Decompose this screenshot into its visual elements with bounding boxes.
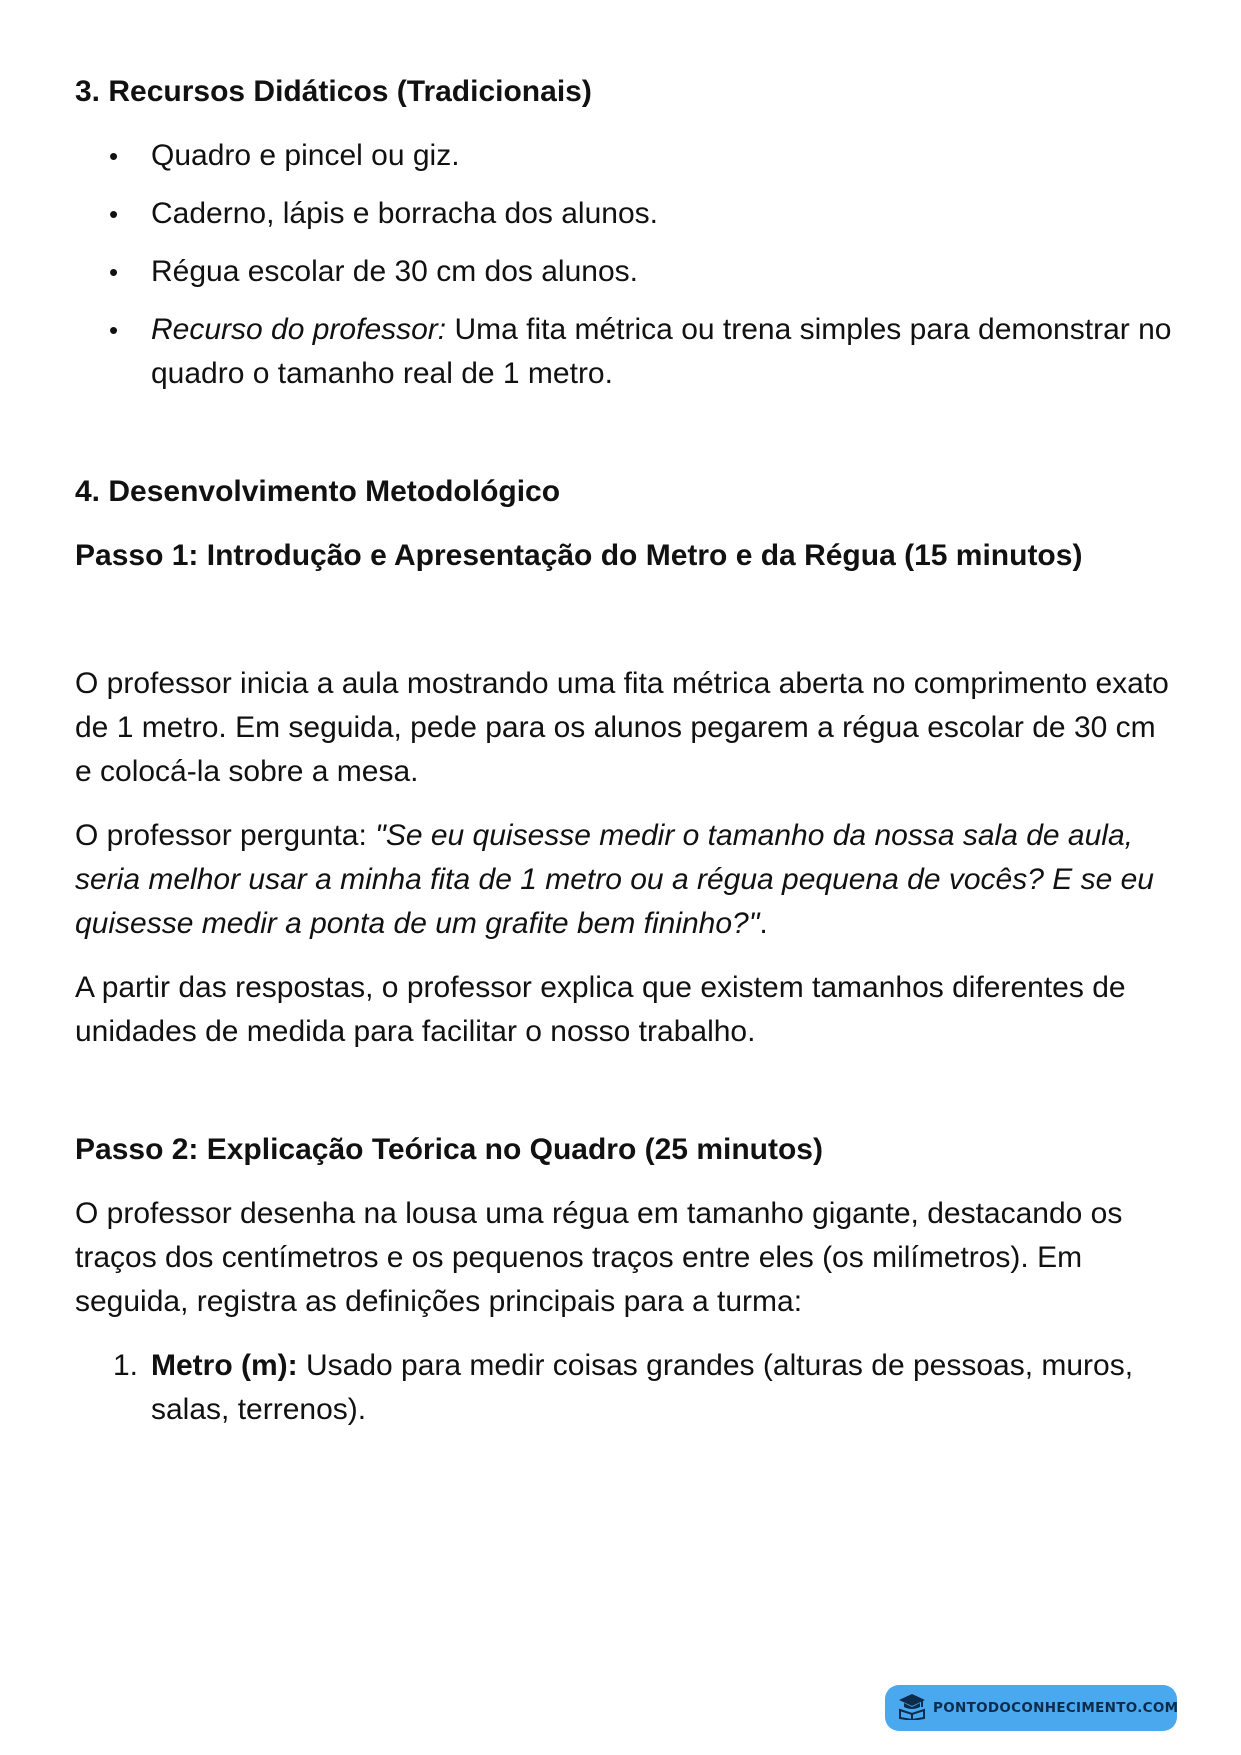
bullet-icon: • [109,257,119,287]
paragraph-lead: O professor pergunta: [75,819,376,852]
definitions-list [75,1344,1175,1432]
list-item-emphasis: Recurso do professor: [151,313,447,346]
list-item [75,308,1175,396]
section-4-heading: 4. Desenvolvimento Metodológico [75,475,561,508]
list-item-text: Uma fita métrica ou trena simples para demonstrar no quadro o tamanho real de 1 metro. [151,313,1172,390]
list-number: 1. [113,1349,139,1382]
teacher-question-quote: "Se eu quisesse medir o tamanho da nossa sala de aula, seria melhor usar a minha fita de 1 metro ou a régua pequena de vocês? E se eu quisesse medir a ponta de um grafite bem fininho?" [75,819,1154,940]
list-item-text: Caderno, lápis e borracha dos alunos. [151,197,658,230]
definition-term: Metro (m): [151,1349,298,1382]
step-2-heading: Passo 2: Explicação Teórica no Quadro (25 minutos) [75,1133,823,1166]
bullet-icon: • [109,315,119,345]
paragraph: A partir das respostas, o professor explica que existem tamanhos diferentes de unidades de medida para facilitar o nosso trabalho. [75,971,1126,1048]
site-name: PONTODOCONHECIMENTO.COM [933,1700,1179,1716]
paragraph: O professor inicia a aula mostrando uma fita métrica aberta no comprimento exato de 1 metro. Em seguida, pede para os alunos pegarem a régua escolar de 30 cm e colocá-la sobre a mesa. [75,667,1169,788]
list-item-text: Régua escolar de 30 cm dos alunos. [151,255,638,288]
list-item [75,192,1175,236]
step-1-heading: Passo 1: Introdução e Apresentação do Metro e da Régua (15 minutos) [75,539,1083,572]
bullet-icon: • [109,141,119,171]
section-3-heading: 3. Recursos Didáticos (Tradicionais) [75,75,592,108]
list-item-text: Quadro e pincel ou giz. [151,139,460,172]
list-item [75,250,1175,294]
bullet-icon: • [109,199,119,229]
site-badge[interactable] [885,1685,1177,1731]
list-item [75,1344,1175,1432]
list-item [75,134,1175,178]
paragraph: O professor desenha na lousa uma régua em tamanho gigante, destacando os traços dos centímetros e os pequenos traços entre eles (os milímetros). Em seguida, registra as definições principais para a turma: [75,1197,1123,1318]
paragraph-end: . [759,907,768,940]
resources-list [75,134,1175,396]
graduation-cap-book-icon [897,1692,927,1725]
definition-text: Usado para medir coisas grandes (alturas de pessoas, muros, salas, terrenos). [151,1349,1134,1426]
document-page [75,70,1175,1432]
paragraph [75,814,1175,946]
